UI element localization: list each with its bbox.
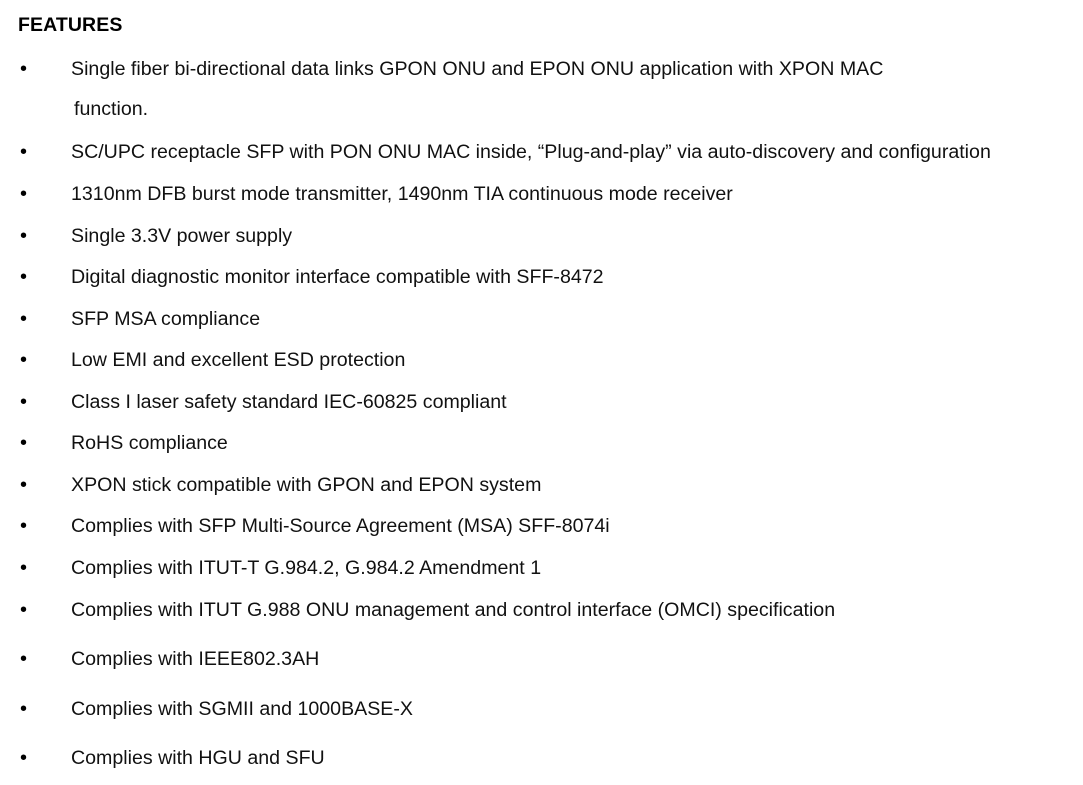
bullet-icon: • bbox=[20, 648, 28, 670]
bullet-icon: • bbox=[20, 557, 28, 579]
feature-item bbox=[0, 595, 1083, 625]
feature-item bbox=[0, 743, 1083, 773]
feature-text: 1310nm DFB burst mode transmitter, 1490nm TIA continuous mode receiver bbox=[71, 183, 733, 205]
bullet-icon: • bbox=[20, 599, 28, 621]
feature-item bbox=[0, 644, 1083, 674]
feature-text: SC/UPC receptacle SFP with PON ONU MAC inside, “Plug-and-play” via auto-discovery and configuration bbox=[71, 141, 991, 163]
feature-text: Complies with SGMII and 1000BASE-X bbox=[71, 698, 413, 720]
feature-item bbox=[0, 221, 1083, 251]
bullet-icon: • bbox=[20, 515, 28, 537]
feature-text: SFP MSA compliance bbox=[71, 308, 261, 330]
feature-text: Complies with SFP Multi-Source Agreement (MSA) SFF-8074i bbox=[71, 515, 610, 537]
bullet-icon: • bbox=[20, 747, 28, 769]
bullet-icon: • bbox=[20, 141, 28, 163]
feature-text: XPON stick compatible with GPON and EPON system bbox=[71, 474, 542, 496]
feature-text: Single fiber bi-directional data links GPON ONU and EPON ONU application with XPON MAC bbox=[71, 58, 884, 80]
feature-item bbox=[0, 694, 1083, 724]
feature-text-continuation: function. bbox=[74, 98, 149, 120]
feature-text: Low EMI and excellent ESD protection bbox=[71, 349, 406, 371]
bullet-icon: • bbox=[20, 183, 28, 205]
feature-text: Complies with ITUT-T G.984.2, G.984.2 Amendment 1 bbox=[71, 557, 542, 579]
feature-item bbox=[0, 553, 1083, 583]
feature-text: RoHS compliance bbox=[71, 432, 228, 454]
feature-text: Digital diagnostic monitor interface compatible with SFF-8472 bbox=[71, 266, 604, 288]
feature-item bbox=[0, 262, 1083, 292]
bullet-icon: • bbox=[20, 266, 28, 288]
feature-text: Class I laser safety standard IEC-60825 compliant bbox=[71, 391, 507, 413]
feature-item bbox=[0, 137, 1083, 167]
feature-text: Complies with HGU and SFU bbox=[71, 747, 325, 769]
feature-item bbox=[0, 179, 1083, 209]
section-heading: FEATURES bbox=[18, 14, 123, 36]
bullet-icon: • bbox=[20, 391, 28, 413]
feature-item bbox=[0, 428, 1083, 458]
feature-text: Single 3.3V power supply bbox=[71, 225, 293, 247]
bullet-icon: • bbox=[20, 349, 28, 371]
feature-item bbox=[0, 511, 1083, 541]
bullet-icon: • bbox=[20, 308, 28, 330]
feature-item bbox=[0, 470, 1083, 500]
feature-text: Complies with IEEE802.3AH bbox=[71, 648, 320, 670]
bullet-icon: • bbox=[20, 58, 28, 80]
bullet-icon: • bbox=[20, 474, 28, 496]
bullet-icon: • bbox=[20, 225, 28, 247]
feature-item bbox=[0, 304, 1083, 334]
feature-item bbox=[0, 345, 1083, 375]
feature-item bbox=[0, 387, 1083, 417]
bullet-icon: • bbox=[20, 432, 28, 454]
bullet-icon: • bbox=[20, 698, 28, 720]
feature-text: Complies with ITUT G.988 ONU management and control interface (OMCI) specification bbox=[71, 599, 836, 621]
feature-item bbox=[0, 54, 1083, 120]
